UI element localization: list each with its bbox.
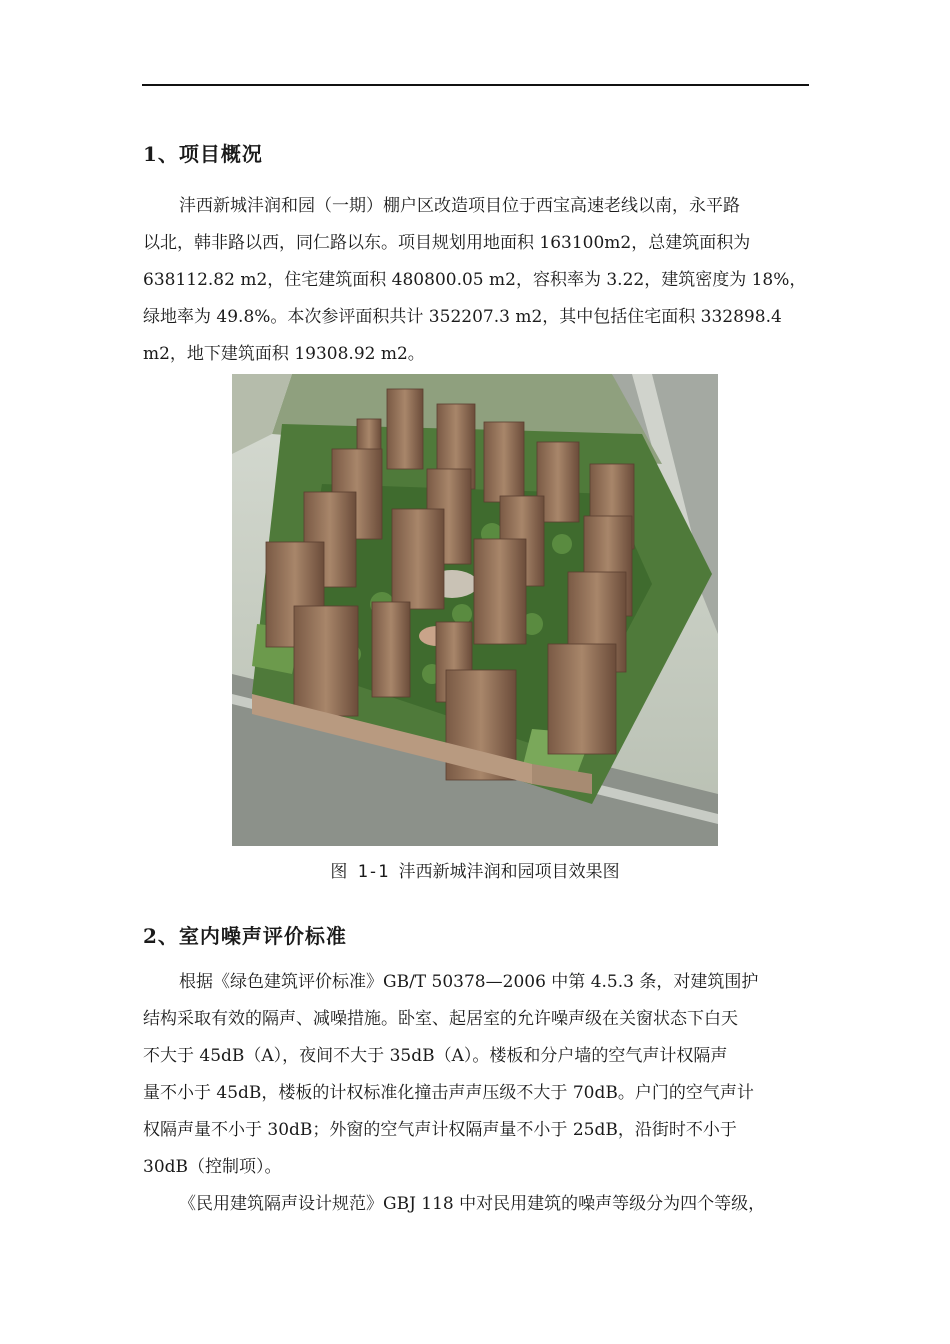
section-2-heading: 2、室内噪声评价标准 (143, 924, 347, 948)
paragraph-line: 量不小于 45dB，楼板的计权标准化撞击声声压级不大于 70dB。户门的空气声计 (143, 1083, 754, 1103)
paragraph-line: 沣西新城沣润和园（一期）棚户区改造项目位于西宝高速老线以南，永平路 (179, 196, 740, 216)
section-1-heading: 1、项目概况 (143, 142, 263, 166)
header-rule (142, 84, 809, 86)
paragraph-line: 以北，韩非路以西，同仁路以东。项目规划用地面积 163100m2，总建筑面积为 (143, 233, 751, 253)
figure-caption: 图 1-1 沣西新城沣润和园项目效果图 (330, 862, 620, 882)
paragraph-line: m2，地下建筑面积 19308.92 m2。 (143, 344, 425, 364)
paragraph-line: 权隔声量不小于 30dB；外窗的空气声计权隔声量不小于 25dB，沿街时不小于 (143, 1120, 737, 1140)
paragraph-line: 638112.82 m2，住宅建筑面积 480800.05 m2，容积率为 3.22，建筑密度为 18%， (143, 270, 807, 290)
paragraph-line: 根据《绿色建筑评价标准》GB/T 50378—2006 中第 4.5.3 条，对建筑围护 (179, 972, 759, 992)
paragraph-line: 《民用建筑隔声设计规范》GBJ 118 中对民用建筑的噪声等级分为四个等级， (179, 1194, 766, 1214)
project-rendering-image (232, 374, 718, 846)
section-2-paragraph (143, 964, 808, 1223)
aerial-rendering-illustration (232, 374, 718, 846)
paragraph-line: 30dB（控制项）。 (143, 1157, 282, 1177)
paragraph-line: 绿地率为 49.8%。本次参评面积共计 352207.3 m2，其中包括住宅面积 332898.4 (143, 307, 782, 327)
section-1-paragraph (143, 188, 808, 373)
paragraph-line: 不大于 45dB（A），夜间不大于 35dB（A）。楼板和分户墙的空气声计权隔声 (143, 1046, 728, 1066)
paragraph-line: 结构采取有效的隔声、减噪措施。卧室、起居室的允许噪声级在关窗状态下白天 (143, 1009, 738, 1029)
